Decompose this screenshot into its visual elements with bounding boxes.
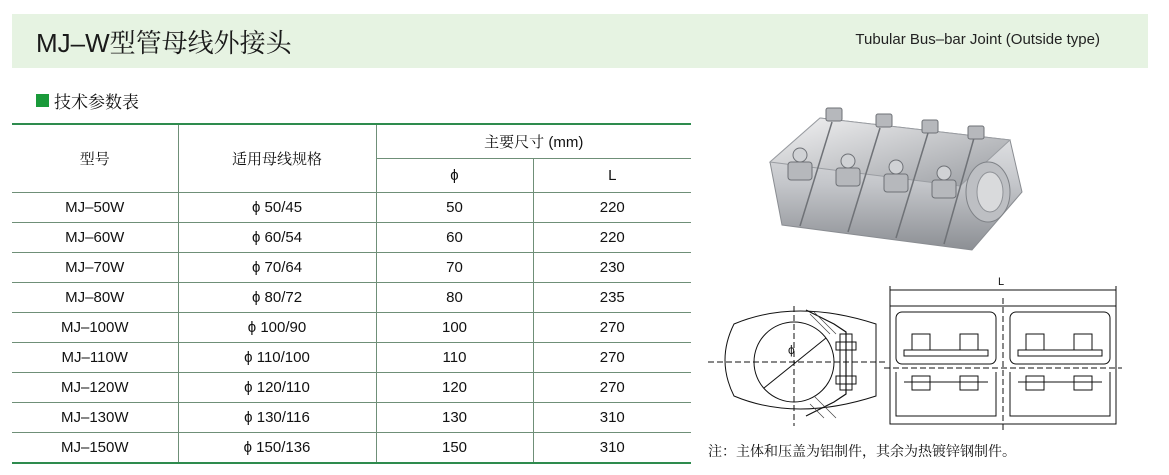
cell-model: MJ–150W [12, 433, 178, 464]
cell-L: 270 [533, 313, 691, 343]
cell-spec: ϕ 80/72 [178, 283, 376, 313]
technical-drawing [706, 276, 1136, 432]
cell-L: 310 [533, 433, 691, 464]
column-header-phi: ϕ [376, 159, 533, 193]
cell-spec: ϕ 130/116 [178, 403, 376, 433]
cell-model: MJ–120W [12, 373, 178, 403]
cell-phi: 50 [376, 193, 533, 223]
cell-model: MJ–130W [12, 403, 178, 433]
cell-phi: 120 [376, 373, 533, 403]
header-band [12, 14, 1148, 68]
page-title: MJ–W型管母线外接头 [36, 28, 292, 58]
table-row [12, 403, 691, 433]
phi-dimension-label: ϕ [788, 343, 795, 357]
parameter-table [12, 123, 691, 464]
cell-phi: 150 [376, 433, 533, 464]
cell-spec: ϕ 120/110 [178, 373, 376, 403]
column-header-dimensions: 主要尺寸 (mm) [376, 124, 691, 159]
column-header-spec: 适用母线规格 [178, 124, 376, 193]
cell-model: MJ–100W [12, 313, 178, 343]
cell-model: MJ–70W [12, 253, 178, 283]
section-heading [36, 88, 139, 113]
table-row [12, 223, 691, 253]
cell-model: MJ–60W [12, 223, 178, 253]
cell-phi: 60 [376, 223, 533, 253]
cell-phi: 110 [376, 343, 533, 373]
cell-spec: ϕ 100/90 [178, 313, 376, 343]
column-header-L: L [533, 159, 691, 193]
table-row [12, 373, 691, 403]
cell-phi: 70 [376, 253, 533, 283]
table-row [12, 283, 691, 313]
footnote: 注：主体和压盖为铝制件，其余为热镀锌钢制件。 [708, 443, 1016, 459]
table-row [12, 343, 691, 373]
table-row [12, 313, 691, 343]
cell-phi: 100 [376, 313, 533, 343]
section-title: 技术参数表 [54, 93, 139, 112]
cell-spec: ϕ 150/136 [178, 433, 376, 464]
cell-spec: ϕ 60/54 [178, 223, 376, 253]
cell-L: 220 [533, 193, 691, 223]
cell-L: 270 [533, 373, 691, 403]
cell-L: 230 [533, 253, 691, 283]
table-row [12, 253, 691, 283]
square-bullet-icon [36, 94, 49, 107]
table-row [12, 193, 691, 223]
cell-model: MJ–110W [12, 343, 178, 373]
cell-spec: ϕ 110/100 [178, 343, 376, 373]
cell-phi: 80 [376, 283, 533, 313]
cell-spec: ϕ 50/45 [178, 193, 376, 223]
cell-model: MJ–50W [12, 193, 178, 223]
cell-phi: 130 [376, 403, 533, 433]
page-subtitle: Tubular Bus–bar Joint (Outside type) [855, 31, 1100, 48]
column-header-model: 型号 [12, 124, 178, 193]
cell-L: 220 [533, 223, 691, 253]
cell-model: MJ–80W [12, 283, 178, 313]
length-dimension-label: L [998, 276, 1005, 288]
cell-spec: ϕ 70/64 [178, 253, 376, 283]
cell-L: 270 [533, 343, 691, 373]
table-row [12, 433, 691, 464]
cell-L: 310 [533, 403, 691, 433]
product-photo [760, 100, 1030, 270]
cell-L: 235 [533, 283, 691, 313]
